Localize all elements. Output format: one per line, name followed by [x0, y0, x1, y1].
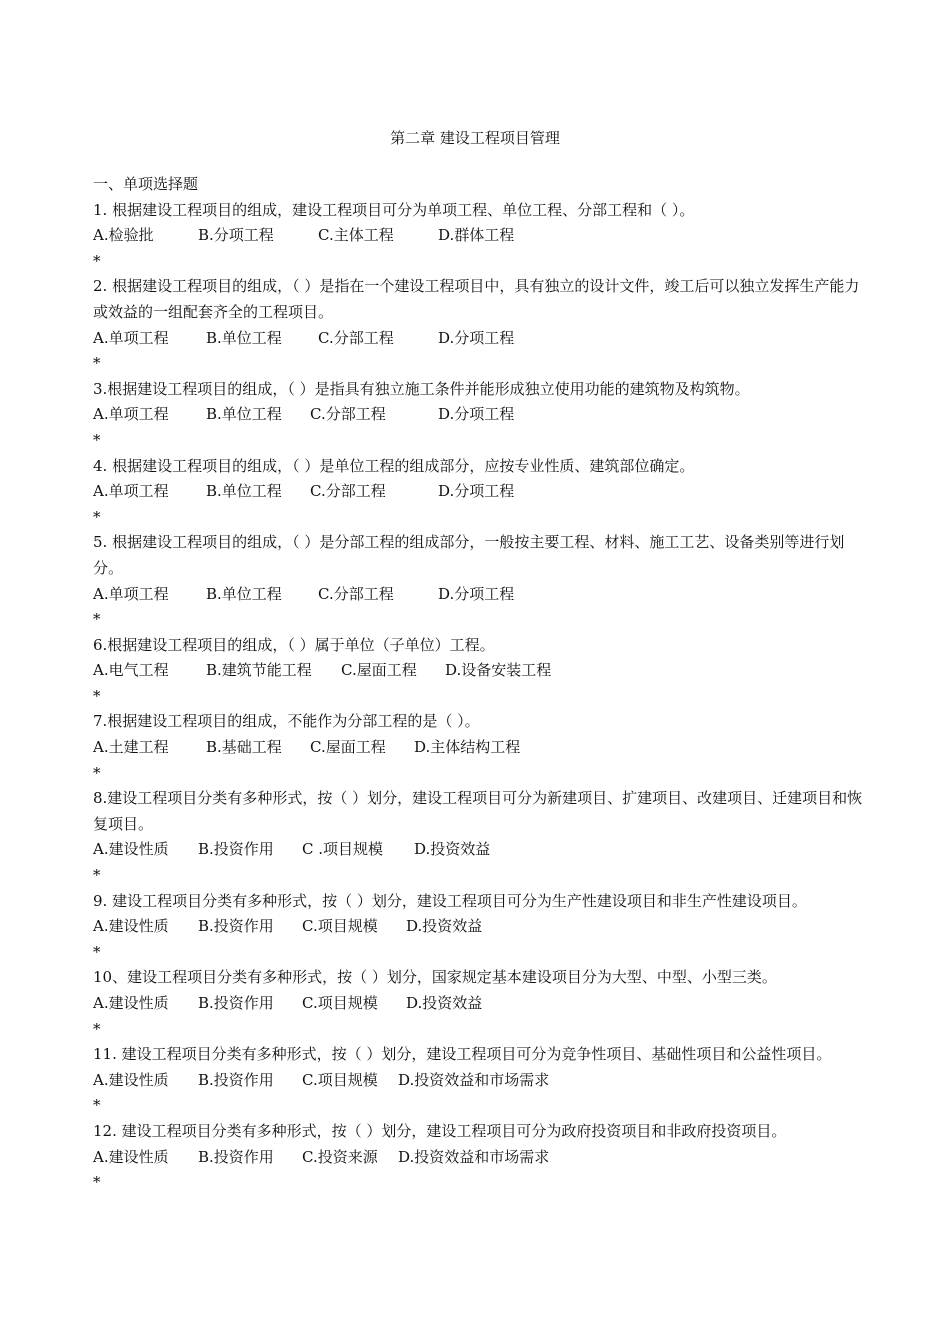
answer-mark: * [93, 866, 101, 885]
question-options [93, 326, 873, 352]
option-c: C.项目规模 [302, 1070, 378, 1089]
option-b: B.单位工程 [206, 405, 282, 424]
option-b: B.建筑节能工程 [206, 661, 312, 680]
section-heading: 一、单项选择题 [93, 175, 199, 193]
option-b: B.单位工程 [206, 482, 282, 501]
option-c: C.屋面工程 [341, 661, 417, 680]
option-d: D.分项工程 [438, 328, 515, 347]
question-options [93, 658, 873, 684]
option-d: D.投资效益和市场需求 [398, 1147, 550, 1166]
option-b: B.投资作用 [198, 1070, 274, 1089]
option-b: B.投资作用 [198, 994, 274, 1012]
option-d: D.主体结构工程 [414, 738, 521, 757]
option-a: A.单项工程 [93, 584, 169, 603]
option-a: A.建设性质 [93, 917, 169, 936]
option-b: B.投资作用 [198, 917, 274, 936]
answer-mark: * [93, 763, 101, 782]
option-c: C.分部工程 [318, 328, 394, 347]
option-b: B.投资作用 [198, 1147, 274, 1166]
option-d: D.设备安装工程 [445, 661, 552, 680]
option-a: A.检验批 [93, 226, 154, 245]
option-d: D.投资效益和市场需求 [398, 1070, 550, 1089]
question-text: 9. 建设工程项目分类有多种形式，按（ ）划分，建设工程项目可分为生产性建设项目和非生产性建设项目。 [93, 891, 807, 910]
question-text: 7.根据建设工程项目的组成，不能作为分部工程的是（ ）。 [93, 712, 480, 731]
question-options [93, 991, 873, 1017]
option-a: A.建设性质 [93, 1070, 169, 1089]
option-d: D.分项工程 [438, 584, 515, 603]
answer-mark: * [93, 686, 101, 705]
option-a: A.土建工程 [93, 738, 169, 757]
option-a: A.单项工程 [93, 328, 169, 347]
option-a: A.单项工程 [93, 482, 169, 501]
answer-mark: * [93, 354, 101, 373]
option-c: C.项目规模 [302, 917, 378, 936]
option-b: B.基础工程 [206, 738, 282, 757]
option-c: C.分部工程 [318, 584, 394, 603]
option-c: C.项目规模 [302, 994, 378, 1012]
option-c: C.屋面工程 [310, 738, 386, 757]
answer-mark: * [93, 942, 101, 961]
option-b: B.单位工程 [206, 328, 282, 347]
question-text: 5. 根据建设工程项目的组成，（ ）是分部工程的组成部分，一般按主要工程、材料、施工工艺、设备类别等进行划分。 [93, 533, 845, 577]
question-options [93, 582, 873, 608]
option-a: A.电气工程 [93, 661, 169, 680]
option-d: D.分项工程 [438, 405, 515, 424]
answer-mark: * [93, 1019, 101, 1038]
question-options [93, 1068, 873, 1094]
option-b: B.分项工程 [198, 226, 274, 245]
option-b: B.投资作用 [198, 840, 274, 859]
question-text: 12. 建设工程项目分类有多种形式，按（ ）划分，建设工程项目可分为政府投资项目和非政府投资项目。 [93, 1121, 787, 1140]
question-list [93, 172, 873, 1196]
option-d: D.投资效益 [414, 840, 491, 859]
question-options [93, 914, 873, 940]
question-text: 8.建设工程项目分类有多种形式，按（ ）划分，建设工程项目可分为新建项目、扩建项目、改建项目、迁建项目和恢复项目。 [93, 789, 863, 833]
option-c: C .项目规模 [302, 840, 384, 859]
option-d: D.投资效益 [406, 917, 483, 936]
question-text: 6.根据建设工程项目的组成，（ ）属于单位（子单位）工程。 [93, 635, 495, 654]
answer-mark: * [93, 430, 101, 449]
option-c: C.分部工程 [310, 482, 386, 501]
question-text: 1. 根据建设工程项目的组成，建设工程项目可分为单项工程、单位工程、分部工程和（ ）。 [93, 200, 695, 219]
option-d: D.分项工程 [438, 482, 515, 501]
question-options [93, 223, 873, 249]
chapter-title: 第二章 建设工程项目管理 [390, 129, 560, 147]
option-d: D.投资效益 [406, 994, 483, 1012]
question-options [93, 402, 873, 428]
question-text: 10、建设工程项目分类有多种形式，按（ ）划分，国家规定基本建设项目分为大型、中型、小型三类。 [93, 968, 777, 987]
option-d: D.群体工程 [438, 226, 515, 245]
answer-mark: * [93, 507, 101, 526]
question-options [93, 1145, 873, 1171]
option-a: A.建设性质 [93, 840, 169, 859]
question-options [93, 735, 873, 761]
answer-mark: * [93, 1173, 101, 1192]
option-c: C.投资来源 [302, 1147, 378, 1166]
answer-mark: * [93, 251, 101, 270]
answer-mark: * [93, 610, 101, 629]
question-text: 2. 根据建设工程项目的组成，（ ）是指在一个建设工程项目中，具有独立的设计文件，竣工后可以独立发挥生产能力或效益的一组配套齐全的工程项目。 [93, 277, 860, 321]
option-c: C.主体工程 [318, 226, 394, 245]
answer-mark: * [93, 1096, 101, 1115]
question-options [93, 479, 873, 505]
option-a: A.单项工程 [93, 405, 169, 424]
option-b: B.单位工程 [206, 584, 282, 603]
option-a: A.建设性质 [93, 994, 169, 1012]
question-text: 3.根据建设工程项目的组成，（ ）是指具有独立施工条件并能形成独立使用功能的建筑物及构筑物。 [93, 379, 750, 398]
option-a: A.建设性质 [93, 1147, 169, 1166]
question-text: 11. 建设工程项目分类有多种形式，按（ ）划分，建设工程项目可分为竞争性项目、基础性项目和公益性项目。 [93, 1045, 832, 1064]
option-c: C.分部工程 [310, 405, 386, 424]
question-options [93, 837, 873, 863]
question-text: 4. 根据建设工程项目的组成，（ ）是单位工程的组成部分，应按专业性质、建筑部位确定。 [93, 456, 695, 475]
